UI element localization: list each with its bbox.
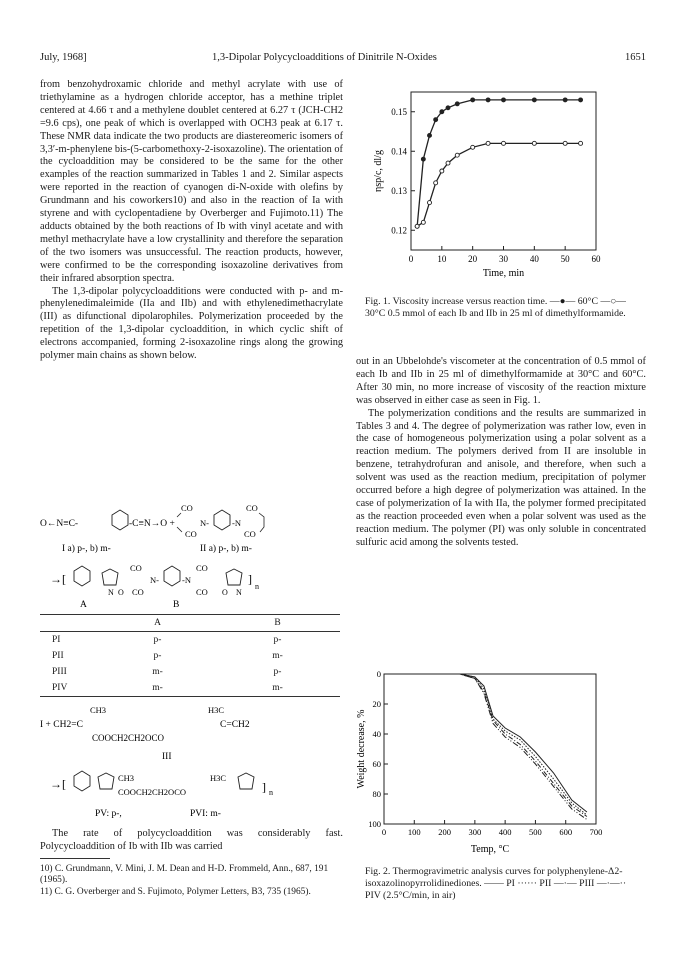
footnote-divider	[40, 858, 110, 859]
table-row: PI p- p-	[52, 635, 282, 645]
table-header: B	[274, 618, 281, 628]
benzene-ring	[164, 566, 180, 586]
scheme-text: CO	[196, 563, 208, 573]
figure-1-viscosity-chart	[356, 80, 636, 298]
y-tick-label: 40	[372, 729, 381, 739]
y-axis-label: Weight decrease, %	[356, 709, 367, 789]
x-tick-label: 40	[529, 254, 539, 264]
scheme-text: CO	[185, 529, 197, 539]
figure-2-tga-chart	[356, 662, 656, 860]
x-tick-label: 0	[381, 827, 387, 837]
data-point	[532, 141, 536, 145]
data-point	[428, 133, 432, 137]
data-point	[446, 161, 450, 165]
data-point	[440, 110, 444, 114]
scheme-text: N	[108, 588, 114, 597]
left-column-top	[40, 79, 343, 363]
scheme-text: N	[236, 588, 242, 597]
data-point	[455, 153, 459, 157]
x-tick-label: 600	[559, 827, 573, 837]
paragraph: from benzohydroxamic chloride and methyl acrylate with use of triethylamine as a hydrogen chloride acceptor, has a methine triplet centered at 4.66 τ and a methylene doublet centered at 6.27 τ (JCH-CH2 =9.6 cps), one peak of which is overlapped with OCH3 peak at 6.17 τ. These NMR data indicate the two products are diastereomeric isomers of 3,3′-m-phenylene bis-(5-carbomethoxy-2-isoxazoline). The orientation of the cycloaddition may be considered to be the same for the other examples of the reaction summarized in Tables 1 and 2. Similar aspects were reported in the reaction of cyanogen di-N-oxide with olefins by Grundmann and his coworkers10) and also in the reaction of Ia with styrene and with cyclopentadiene by Overberger and Fujimoto.11) The adducts obtained by the both reactions of Ib with vinyl acetate and with methyl methacrylate have a low crystallinity and therefore the separation of the two isomers was unsuccessful. The reaction products, however, were confirmed to be the corresponding isoxazoline derivatives from their infrared absorption spectra.	[40, 79, 343, 284]
scheme-text: CO	[132, 587, 144, 597]
paragraph: out in an Ubbelohde's viscometer at the concentration of 0.5 mmol of each Ib and IIb in 25 ml of dimethylformamide at 30°C and 60°C. After 30 min, no more increase of viscosity of the reaction mixture was observed in either case as seen in Fig. 1.	[356, 356, 646, 406]
data-point	[563, 141, 567, 145]
footnotes	[40, 864, 343, 898]
polymer-label-PV: PV: p-,	[95, 809, 122, 819]
data-point	[486, 98, 490, 102]
table-row: PIV m- m-	[52, 683, 283, 693]
y-axis-label: ηsp/c, dl/g	[373, 150, 384, 192]
table-header: A	[154, 618, 161, 628]
x-tick-label: 30	[499, 254, 508, 264]
benzene-ring	[74, 566, 90, 586]
plot-frame	[384, 674, 596, 824]
data-point	[471, 98, 475, 102]
polymer-label-PVI: PVI: m-	[190, 809, 221, 819]
x-tick-label: 60	[591, 254, 601, 264]
benzene-ring	[74, 771, 90, 791]
paragraph: The polymerization conditions and the results are summarized in Tables 3 and 4. The degree of polymerization was rather low, even in the case of homogeneous polymerization using a polar solvent as a reaction medium. The polymers derived from II are insoluble in benzene, tetrahydrofuran and anisole, and therefore, when such a solvent was used as the reaction medium, precipitation of polymer occurred before a high degree of polymerization was attained. In the case of polymerization of Ia with IIa, the polymer formed precipitated as the reaction proceeded even when a polar solvent was used as the reaction medium. The polymer (PI) was only soluble in concentrated sulfuric acid among the solvents tested.	[356, 407, 646, 548]
data-point	[421, 220, 425, 224]
scheme-text: -N	[232, 518, 241, 528]
scheme-text: CH3	[118, 773, 135, 783]
y-tick-label: 0.13	[391, 185, 407, 196]
figure-2-caption: Fig. 2. Thermogravimetric analysis curves for polyphenylene-Δ2-isoxazolinopyrrolidinediones. —— PI ······ PII —·— PIII —·—·· PIV (2.5°C/min, in air)	[365, 866, 627, 901]
scheme-text: N-	[150, 575, 159, 585]
table-header	[40, 615, 100, 632]
data-point	[446, 106, 450, 110]
scheme-text: -N	[182, 575, 191, 585]
paragraph: The 1,3-dipolar polycycloadditions were conducted with p- and m-phenylenedimaleimide (IIa and IIb) and with ethylenedimethacrylate (III) as difunctional dipolarophiles. Polymerization proceeded by the repetition of the 1,3-dipolar cycloaddition, in which cyclic shift of electrons accompanied, forming 2-isoxazoline rings along the growing polymer main chains as shown below.	[40, 285, 343, 362]
table-row: PIII m- p-	[52, 667, 282, 677]
scheme-text: →[	[50, 572, 66, 586]
data-point	[440, 169, 444, 173]
scheme-text: CO	[246, 503, 258, 513]
data-point	[434, 181, 438, 185]
scheme-text: n	[269, 788, 273, 797]
series-line-60c	[417, 100, 580, 226]
scheme-text: n	[255, 582, 259, 591]
monomer-label-III: III	[162, 752, 172, 762]
x-axis-label: Temp, °C	[470, 844, 510, 855]
isoxazoline-ring	[102, 569, 118, 585]
scheme-text: N-	[200, 518, 209, 528]
data-point	[502, 141, 506, 145]
x-tick-label: 20	[468, 254, 478, 264]
polymer-structure-table	[40, 614, 340, 697]
data-point	[486, 141, 490, 145]
left-column-bottom	[40, 828, 343, 854]
data-point	[421, 157, 425, 161]
scheme-text: -C≡N→O +	[129, 519, 175, 529]
scheme-text: COOCH2CH2OCO	[92, 733, 165, 743]
scheme-text: COOCH2CH2OCO	[118, 787, 187, 797]
y-tick-label: 80	[372, 789, 381, 799]
x-tick-label: 700	[589, 827, 603, 837]
scheme-text: O←N≡C-	[40, 519, 79, 529]
data-point	[434, 118, 438, 122]
benzene-ring	[214, 510, 230, 530]
y-tick-label: 0.15	[391, 106, 407, 117]
header-title: 1,3-Dipolar Polycycloadditions of Dinitrile N-Oxides	[212, 52, 437, 63]
data-point	[455, 102, 459, 106]
series-line-piii	[384, 674, 587, 817]
footnote-11: 11) C. G. Overberger and S. Fujimoto, Polymer Letters, B3, 735 (1965).	[40, 886, 311, 897]
x-axis-label: Time, min	[482, 268, 525, 279]
y-tick-label: 100	[368, 819, 381, 829]
scheme-text: H3C	[208, 705, 225, 715]
scheme-text: I + CH2=C	[40, 720, 83, 730]
x-tick-label: 400	[498, 827, 512, 837]
data-point	[563, 98, 567, 102]
monomer-label-II: II a) p-, b) m-	[200, 544, 252, 554]
y-tick-label: 0.12	[391, 225, 407, 236]
header-date: July, 1968]	[40, 52, 87, 63]
scheme-text: CO	[244, 529, 256, 539]
data-point	[579, 141, 583, 145]
data-point	[471, 145, 475, 149]
paragraph: The rate of polycycloaddition was considerably fast. Polycycloaddition of Ib with IIb was carried	[40, 828, 343, 852]
y-tick-label: 60	[372, 759, 381, 769]
x-tick-label: 0	[408, 254, 414, 264]
monomer-label-I: I a) p-, b) m-	[62, 544, 111, 554]
unit-label-B: B	[173, 600, 180, 610]
x-tick-label: 300	[468, 827, 482, 837]
x-tick-label: 10	[437, 254, 447, 264]
series-line-30c	[417, 143, 580, 226]
benzene-ring	[112, 510, 128, 530]
unit-label-A: A	[80, 600, 87, 610]
scheme-text: CH3	[90, 705, 107, 715]
scheme-text: H3C	[210, 773, 227, 783]
y-tick-label: 0.14	[391, 146, 407, 157]
scheme-text: CO	[181, 503, 193, 513]
scheme-text: O	[118, 588, 124, 597]
y-tick-label: 0	[376, 669, 381, 679]
y-tick-label: 20	[372, 699, 381, 709]
scheme-text: CO	[130, 563, 142, 573]
scheme-text: O	[222, 588, 228, 597]
scheme-text: ]	[248, 572, 252, 586]
figure-1-caption: Fig. 1. Viscosity increase versus reaction time. —●— 60°C —○— 30°C 0.5 mmol of each Ib and IIb in 25 ml of dimethylformamide.	[365, 296, 626, 319]
data-point	[532, 98, 536, 102]
data-point	[428, 201, 432, 205]
isoxazoline-ring	[226, 569, 242, 585]
x-tick-label: 500	[529, 827, 542, 837]
data-point	[579, 98, 583, 102]
isoxazoline-ring	[238, 773, 254, 789]
x-tick-label: 200	[438, 827, 451, 837]
footnote-10: 10) C. Grundmann, V. Mini, J. M. Dean and H-D. Frommeld, Ann., 687, 191 (1965).	[40, 864, 329, 886]
scheme-text: C=CH2	[220, 720, 250, 730]
data-point	[502, 98, 506, 102]
table-row: PII p- m-	[52, 651, 283, 661]
right-column-text	[356, 356, 646, 550]
isoxazoline-ring	[98, 773, 114, 789]
header-page-number: 1651	[625, 52, 646, 63]
scheme-text: ]	[262, 780, 266, 794]
data-point	[415, 224, 419, 228]
x-tick-label: 50	[560, 254, 570, 264]
scheme-text: →[	[50, 777, 66, 791]
scheme-text: CO	[196, 587, 208, 597]
x-tick-label: 100	[407, 827, 421, 837]
